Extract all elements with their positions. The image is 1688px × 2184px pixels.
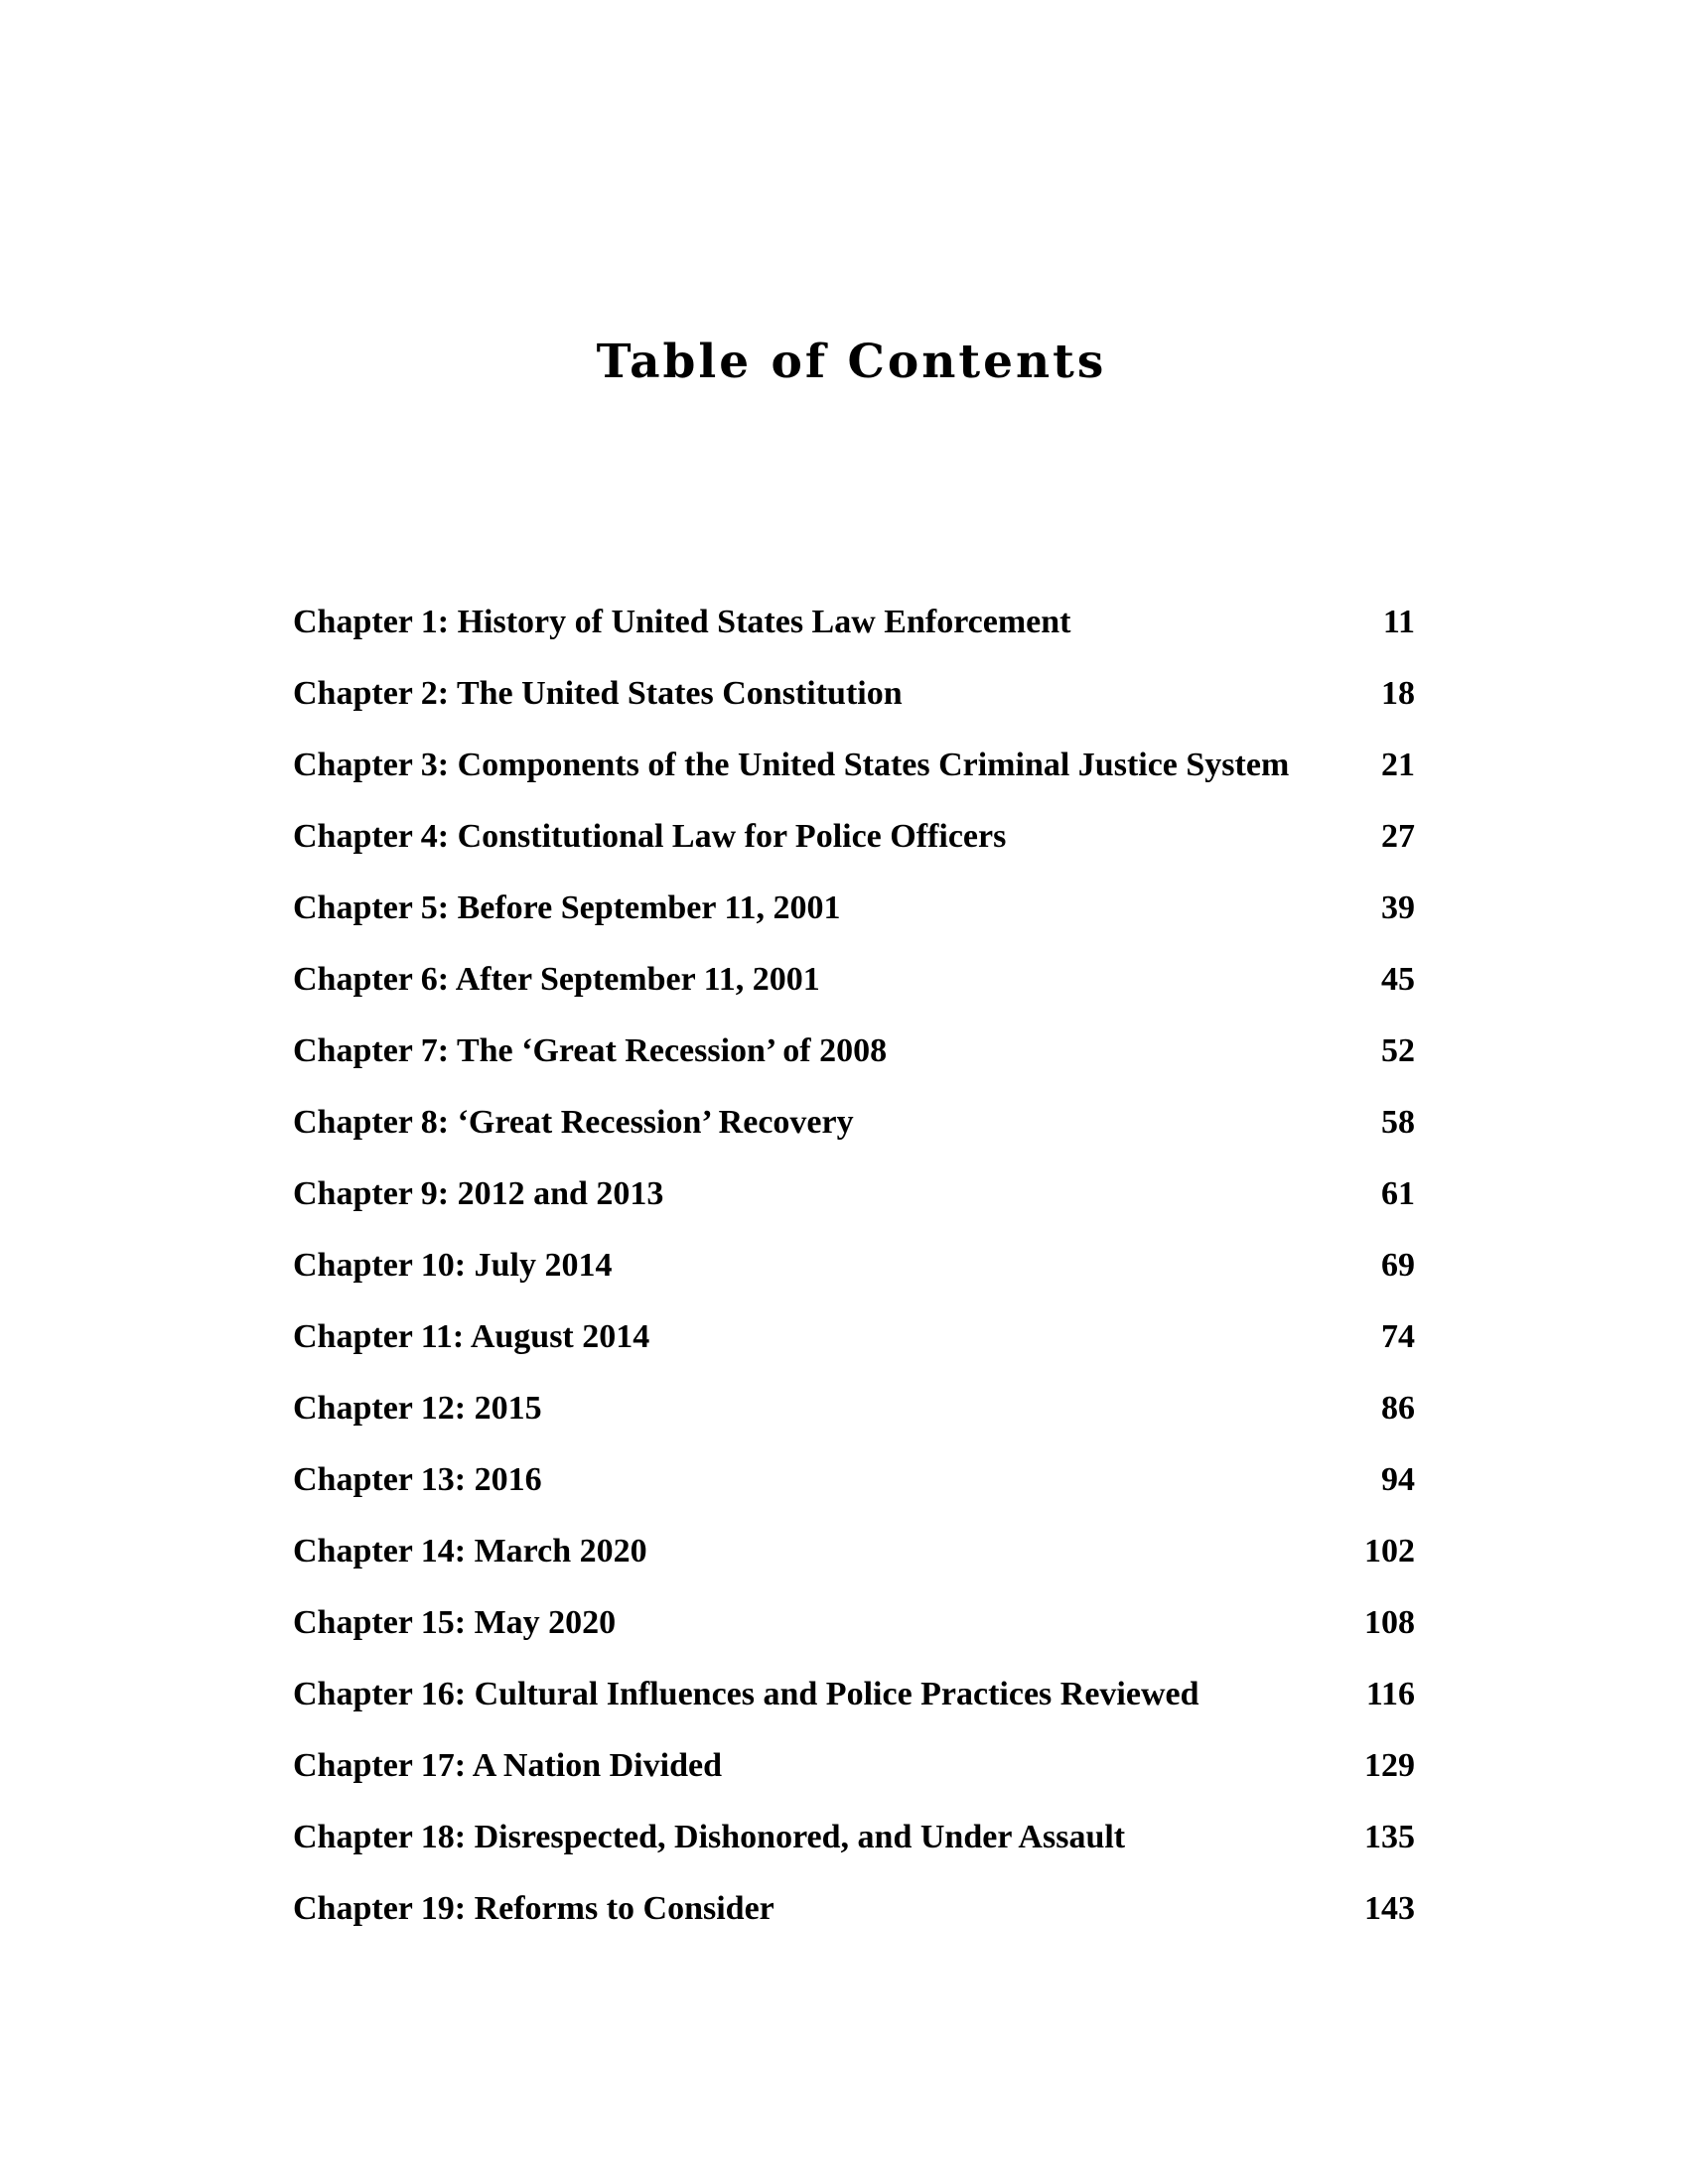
toc-entry-page: 116 xyxy=(1365,1676,1415,1712)
toc-entry-title: Chapter 3: Components of the United States Criminal Justice System xyxy=(293,747,1290,783)
toc-entry xyxy=(293,669,1415,741)
toc-entry-page: 52 xyxy=(1381,1032,1415,1069)
toc-entry-title: Chapter 12: 2015 xyxy=(293,1390,542,1427)
toc-entry-title: Chapter 6: After September 11, 2001 xyxy=(293,961,820,998)
page-title: Table of Contents xyxy=(596,335,1107,389)
toc-entry-page: 129 xyxy=(1364,1747,1415,1784)
toc-entry-page: 61 xyxy=(1381,1175,1415,1212)
toc-entry-page: 69 xyxy=(1381,1247,1415,1284)
toc-entry-title: Chapter 10: July 2014 xyxy=(293,1247,613,1284)
toc-entry xyxy=(293,598,1415,669)
toc-entry xyxy=(293,1741,1415,1813)
toc-entry-page: 86 xyxy=(1381,1390,1415,1427)
toc-entry-page: 45 xyxy=(1381,961,1415,998)
toc-entry xyxy=(293,1813,1415,1884)
toc-entry-page: 135 xyxy=(1364,1819,1415,1855)
toc-entry-page: 74 xyxy=(1381,1318,1415,1355)
toc-entry xyxy=(293,1455,1415,1527)
table-of-contents xyxy=(293,598,1415,1956)
toc-entry-page: 102 xyxy=(1364,1533,1415,1570)
toc-entry xyxy=(293,955,1415,1026)
toc-entry xyxy=(293,1527,1415,1598)
toc-entry-title: Chapter 4: Constitutional Law for Police Officers xyxy=(293,818,1007,855)
toc-entry-title: Chapter 14: March 2020 xyxy=(293,1533,647,1570)
toc-entry-page: 143 xyxy=(1364,1890,1415,1927)
toc-entry xyxy=(293,812,1415,884)
toc-entry xyxy=(293,1098,1415,1169)
toc-entry xyxy=(293,741,1415,812)
toc-entry-title: Chapter 7: The ‘Great Recession’ of 2008 xyxy=(293,1032,888,1069)
toc-entry-title: Chapter 17: A Nation Divided xyxy=(293,1747,722,1784)
toc-entry-title: Chapter 1: History of United States Law Enforcement xyxy=(293,604,1071,640)
toc-entry-title: Chapter 8: ‘Great Recession’ Recovery xyxy=(293,1104,854,1141)
toc-entry xyxy=(293,1241,1415,1312)
toc-entry xyxy=(293,884,1415,955)
toc-entry-page: 39 xyxy=(1381,889,1415,926)
toc-entry-page: 18 xyxy=(1381,675,1415,712)
toc-entry-title: Chapter 11: August 2014 xyxy=(293,1318,650,1355)
toc-entry-page: 58 xyxy=(1381,1104,1415,1141)
toc-entry-page: 11 xyxy=(1382,604,1415,640)
toc-entry-title: Chapter 2: The United States Constitution xyxy=(293,675,903,712)
toc-entry xyxy=(293,1169,1415,1241)
toc-entry-page: 94 xyxy=(1381,1461,1415,1498)
toc-entry xyxy=(293,1884,1415,1956)
toc-entry-title: Chapter 13: 2016 xyxy=(293,1461,542,1498)
toc-entry-title: Chapter 5: Before September 11, 2001 xyxy=(293,889,841,926)
toc-entry xyxy=(293,1384,1415,1455)
toc-entry xyxy=(293,1026,1415,1098)
toc-entry-page: 27 xyxy=(1381,818,1415,855)
toc-entry-title: Chapter 19: Reforms to Consider xyxy=(293,1890,774,1927)
toc-entry-title: Chapter 16: Cultural Influences and Police Practices Reviewed xyxy=(293,1676,1199,1712)
toc-entry-page: 108 xyxy=(1364,1604,1415,1641)
toc-entry xyxy=(293,1598,1415,1670)
toc-entry xyxy=(293,1312,1415,1384)
toc-entry xyxy=(293,1670,1415,1741)
toc-entry-title: Chapter 18: Disrespected, Dishonored, and Under Assault xyxy=(293,1819,1126,1855)
toc-entry-page: 21 xyxy=(1381,747,1415,783)
toc-entry-title: Chapter 15: May 2020 xyxy=(293,1604,617,1641)
toc-entry-title: Chapter 9: 2012 and 2013 xyxy=(293,1175,664,1212)
